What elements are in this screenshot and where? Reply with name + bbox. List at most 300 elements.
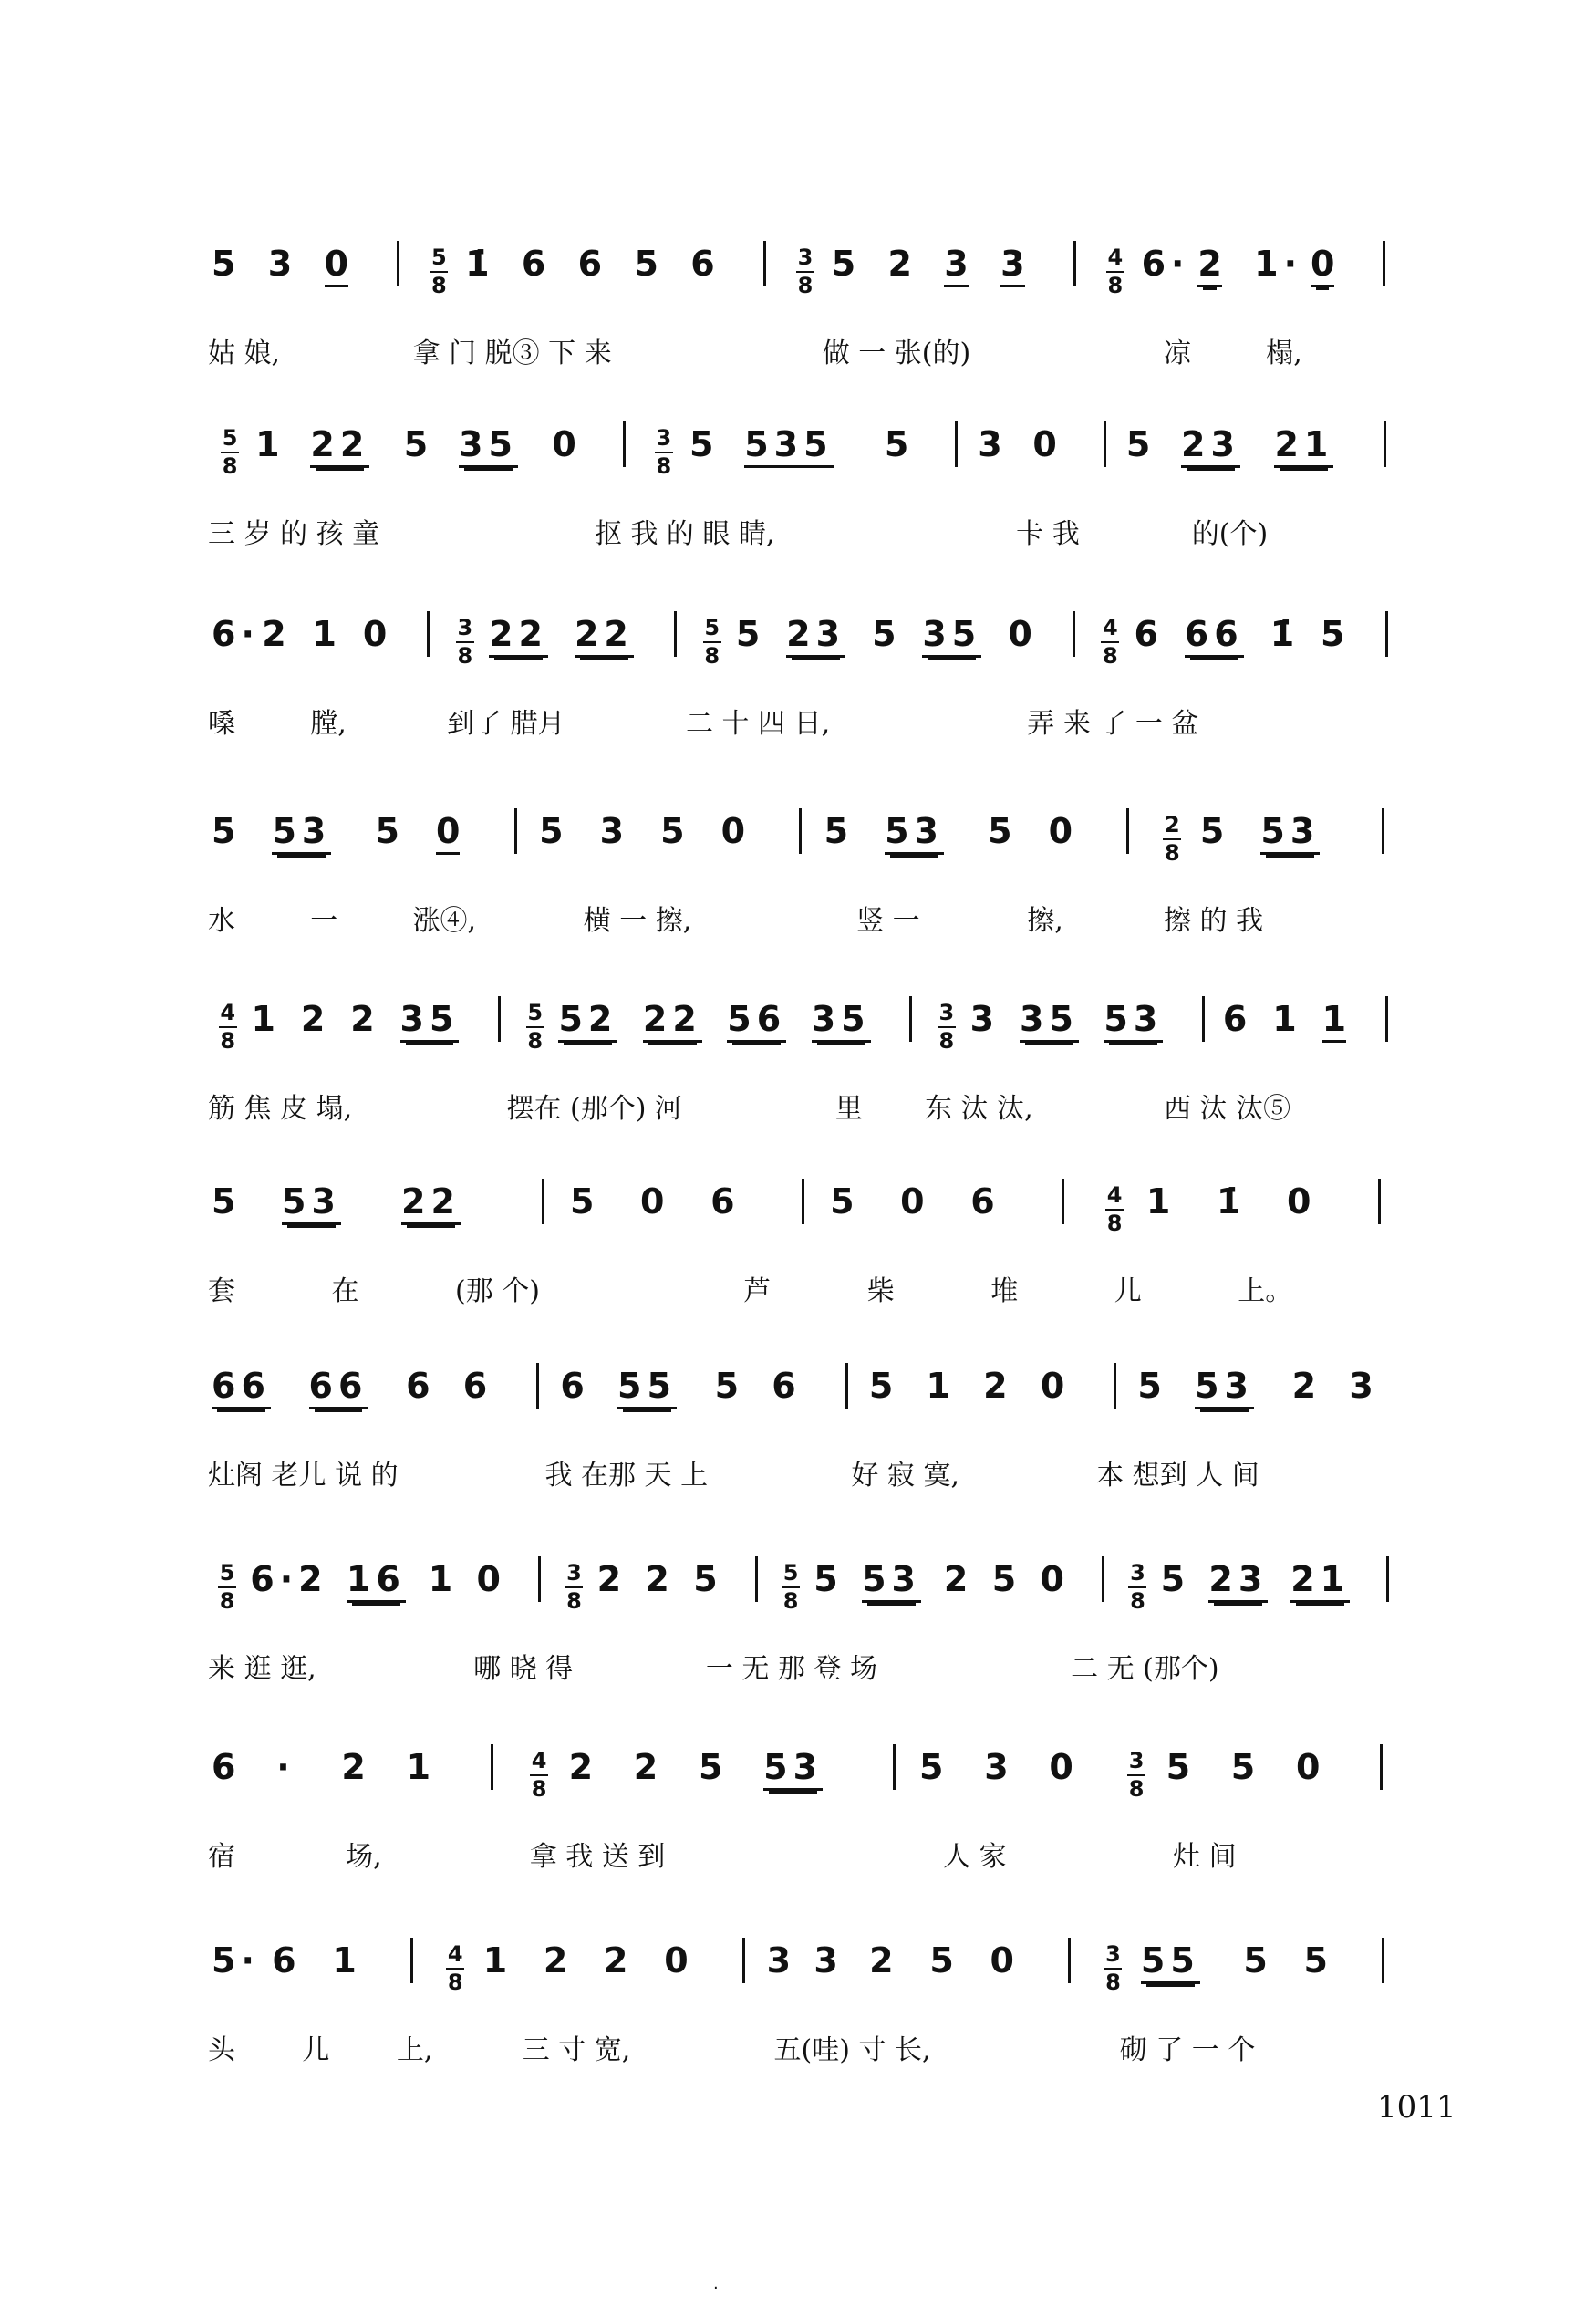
note: 0 xyxy=(1311,246,1334,287)
lyric-segment: 一 无 那 登 场 xyxy=(705,1653,877,1685)
note: 56 xyxy=(727,1002,786,1043)
note: 5 xyxy=(830,1181,855,1222)
score-system xyxy=(208,246,1435,429)
lyric-segment: 五(哇) 寸 长, xyxy=(773,2034,931,2066)
lyrics-line xyxy=(208,330,1435,385)
lyrics-line xyxy=(208,898,1435,952)
lyric-segment: 二 十 四 日, xyxy=(686,708,831,740)
time-signature-bottom: 8 xyxy=(219,1588,235,1614)
barline xyxy=(755,1556,758,1602)
note: 1̇ xyxy=(465,244,495,284)
time-signature-top: 5 xyxy=(430,244,447,270)
note: 5 xyxy=(1321,614,1345,654)
lyrics-line xyxy=(208,1086,1435,1140)
notation-line xyxy=(208,1181,1435,1268)
note: 5 xyxy=(735,614,761,654)
notation-line xyxy=(208,811,1435,898)
barline xyxy=(427,611,430,657)
barline xyxy=(1073,611,1075,657)
lyric-segment: 弄 来 了 一 盆 xyxy=(1027,708,1199,740)
score-system xyxy=(208,811,1435,996)
barline xyxy=(410,1938,413,1983)
lyric-segment: 人 家 xyxy=(943,1841,1007,1873)
barline xyxy=(1202,996,1205,1042)
lyric-segment: 一 xyxy=(310,905,338,937)
time-signature-top: 3 xyxy=(1105,1941,1121,1967)
lyric-segment: 的(个) xyxy=(1191,518,1269,550)
note: 5 xyxy=(693,1559,718,1599)
lyric-segment: 哪 晓 得 xyxy=(473,1653,574,1685)
note: 5 xyxy=(212,811,236,851)
notation-line xyxy=(208,614,1435,701)
time-signature-bottom: 8 xyxy=(1103,643,1118,669)
barline xyxy=(1385,996,1388,1042)
time-signature-bottom: 8 xyxy=(566,1588,582,1614)
time-signature-bottom: 8 xyxy=(220,1028,236,1054)
score-system xyxy=(208,1368,1435,1551)
note: 2 xyxy=(1291,1366,1317,1406)
barline xyxy=(397,241,399,286)
note: 35 xyxy=(1020,1002,1079,1043)
time-signature xyxy=(1105,246,1125,296)
note: 6 xyxy=(560,1366,585,1406)
note: 55 xyxy=(617,1368,677,1409)
time-signature xyxy=(529,1750,549,1800)
barline xyxy=(845,1363,848,1409)
note: 23 xyxy=(1208,1562,1268,1603)
notation-line xyxy=(208,424,1435,511)
time-signature-top: 3 xyxy=(938,1000,955,1025)
note: 5 xyxy=(714,1366,740,1406)
note: 5 xyxy=(884,424,909,464)
score-system xyxy=(208,1747,1435,1932)
note: 5 xyxy=(991,1559,1017,1599)
note: 6 xyxy=(462,1366,488,1406)
note: 0 xyxy=(552,424,576,464)
lyric-segment: 儿 xyxy=(1114,1275,1142,1307)
time-signature xyxy=(1103,1943,1123,1993)
note: 5 xyxy=(689,424,714,464)
lyric-segment: 拿 我 送 到 xyxy=(529,1841,666,1873)
note: 5 xyxy=(403,424,429,464)
note: 0 xyxy=(325,246,348,287)
note: 22 xyxy=(401,1184,461,1225)
note: 5 xyxy=(634,244,658,284)
note: 66 xyxy=(212,1368,271,1409)
note: 35 xyxy=(922,617,981,658)
time-signature-bottom: 8 xyxy=(1107,273,1124,298)
time-signature-bottom: 8 xyxy=(704,643,720,669)
lyric-segment: 来 逛 逛, xyxy=(208,1653,316,1685)
note: 6· xyxy=(212,614,260,654)
lyric-segment: 姑 娘, xyxy=(208,338,281,369)
note: 6 xyxy=(212,1747,236,1787)
score-system xyxy=(208,999,1435,1184)
lyric-segment: 三 寸 宽, xyxy=(522,2034,631,2066)
time-signature-bottom: 8 xyxy=(782,1588,799,1614)
time-signature-top: 4 xyxy=(1106,1182,1123,1208)
time-signature-bottom: 8 xyxy=(430,273,447,298)
note: 2 xyxy=(604,1940,628,1981)
note: 5 xyxy=(1303,1940,1328,1981)
score-system xyxy=(208,1181,1435,1367)
note: 3 xyxy=(984,1747,1009,1787)
note: 2 xyxy=(298,1559,323,1599)
lyric-segment: 宿 xyxy=(208,1841,235,1873)
note: 0 xyxy=(1040,1559,1064,1599)
note: 3 xyxy=(944,246,968,287)
note: 1 xyxy=(482,1940,508,1981)
barline xyxy=(1104,421,1106,467)
time-signature-bottom: 8 xyxy=(447,1970,463,1995)
lyric-segment: 堆 xyxy=(990,1275,1019,1307)
time-signature xyxy=(1126,1750,1146,1800)
time-signature xyxy=(795,246,815,296)
note: 55 xyxy=(1141,1943,1200,1984)
note: 6 xyxy=(970,1181,995,1222)
time-signature xyxy=(1162,814,1182,864)
note: 35 xyxy=(812,1002,871,1043)
lyric-segment: 在 xyxy=(331,1275,359,1307)
lyric-segment: 膛, xyxy=(310,708,347,740)
note: 52 xyxy=(558,1002,617,1043)
lyric-segment: 拿 门 脱③ 下 来 xyxy=(412,338,612,369)
note: 2 xyxy=(596,1559,622,1599)
note: 0 xyxy=(1287,1181,1311,1222)
time-signature-bottom: 8 xyxy=(938,1028,955,1054)
note: 1̇ xyxy=(1216,1181,1247,1222)
lyrics-line xyxy=(208,1834,1435,1888)
note: 0 xyxy=(1295,1747,1321,1787)
note: 5· xyxy=(212,1940,260,1981)
barline xyxy=(1382,1938,1384,1983)
note: 2 xyxy=(943,1559,969,1599)
barline xyxy=(1384,421,1386,467)
note: 0 xyxy=(990,1940,1014,1981)
note: 1 xyxy=(251,999,275,1039)
note: 6 xyxy=(1134,614,1158,654)
time-signature xyxy=(1104,1184,1124,1234)
note: 5 xyxy=(1243,1940,1268,1981)
note: 53 xyxy=(862,1562,921,1603)
note: 0 xyxy=(664,1940,689,1981)
time-signature-top: 4 xyxy=(220,1000,236,1025)
notation-line xyxy=(208,1747,1435,1834)
time-signature-bottom: 8 xyxy=(531,1776,547,1802)
time-signature-top: 5 xyxy=(782,1560,799,1586)
lyric-segment: 竖 一 xyxy=(856,905,920,937)
barline xyxy=(514,808,517,854)
note: 6 xyxy=(1222,999,1248,1039)
lyrics-line xyxy=(208,701,1435,755)
note: 3 xyxy=(1349,1366,1373,1406)
note: 1 xyxy=(1272,999,1297,1039)
time-signature-top: 3 xyxy=(797,244,814,270)
note: 5 xyxy=(872,614,896,654)
lyric-segment: 横 一 擦, xyxy=(583,905,692,937)
time-signature-top: 3 xyxy=(566,1560,582,1586)
note: 5 xyxy=(824,811,849,851)
time-signature xyxy=(220,427,240,477)
barline xyxy=(542,1179,544,1224)
note: 53 xyxy=(1195,1368,1254,1409)
note: 5 xyxy=(539,811,564,851)
barline xyxy=(955,421,958,467)
time-signature-top: 3 xyxy=(656,425,672,451)
note: 5 xyxy=(1230,1747,1256,1787)
note: 21 xyxy=(1290,1562,1350,1603)
note: 22 xyxy=(643,1002,702,1043)
note: 2 xyxy=(645,1559,669,1599)
lyric-segment: 二 无 (那个) xyxy=(1071,1653,1219,1685)
lyric-segment: 擦, xyxy=(1027,905,1063,937)
lyric-segment: 里 xyxy=(834,1093,863,1125)
note: 1· xyxy=(1254,244,1303,284)
note: 22 xyxy=(575,617,634,658)
lyric-segment: 套 xyxy=(208,1275,235,1307)
notation-line xyxy=(208,1559,1435,1646)
time-signature-top: 2 xyxy=(1164,812,1180,837)
barline xyxy=(893,1744,896,1790)
lyric-segment: 本 想到 人 间 xyxy=(1096,1460,1259,1492)
time-signature-bottom: 8 xyxy=(1164,840,1180,866)
lyric-segment: 上。 xyxy=(1238,1275,1293,1307)
note: 0 xyxy=(900,1181,925,1222)
lyric-segment: 东 汰 汰, xyxy=(925,1093,1033,1125)
note: 5 xyxy=(929,1940,954,1981)
note: 23 xyxy=(1181,427,1240,468)
time-signature-top: 5 xyxy=(527,1000,544,1025)
lyric-segment: 卡 我 xyxy=(1016,518,1080,550)
note: 53 xyxy=(282,1184,341,1225)
note: 3 xyxy=(599,811,625,851)
barline xyxy=(1068,1938,1071,1983)
note: 0 xyxy=(720,811,746,851)
time-signature-bottom: 8 xyxy=(457,643,473,669)
note: 1 xyxy=(312,614,337,654)
barline xyxy=(1383,241,1385,286)
note: 1 xyxy=(1145,1181,1171,1222)
time-signature-top: 4 xyxy=(447,1941,463,1967)
note: 5 xyxy=(919,1747,944,1787)
score-system xyxy=(208,424,1435,609)
barline xyxy=(1382,808,1384,854)
note: 0 xyxy=(436,814,460,855)
note: 2 xyxy=(633,1747,658,1787)
note: 3 xyxy=(1000,246,1024,287)
time-signature-bottom: 8 xyxy=(656,453,672,479)
note: 35 xyxy=(400,1002,460,1043)
lyric-segment: 涨④, xyxy=(412,905,477,937)
barline xyxy=(909,996,912,1042)
time-signature xyxy=(218,1002,238,1052)
lyric-segment: 柴 xyxy=(866,1275,895,1307)
note: 2 xyxy=(1197,246,1221,287)
lyric-segment: 西 汰 汰⑤ xyxy=(1164,1093,1291,1125)
note: 0 xyxy=(1008,614,1032,654)
barline xyxy=(623,421,626,467)
time-signature xyxy=(525,1002,545,1052)
note: 2 xyxy=(300,999,326,1039)
page-number: 1011 xyxy=(1377,2089,1456,2126)
barline xyxy=(538,1556,541,1602)
time-signature xyxy=(445,1943,465,1993)
note: 6· xyxy=(250,1559,299,1599)
lyric-segment: 抠 我 的 眼 睛, xyxy=(594,518,775,550)
lyric-segment: 场, xyxy=(346,1841,382,1873)
note: 22 xyxy=(310,427,369,468)
barline xyxy=(536,1363,539,1409)
note: 0 xyxy=(640,1181,665,1222)
note: 2 xyxy=(543,1940,568,1981)
note: 0 xyxy=(476,1559,501,1599)
time-signature-top: 3 xyxy=(1130,1560,1145,1586)
lyric-segment: 砌 了 一 个 xyxy=(1119,2034,1256,2066)
lyric-segment: 到了 腊月 xyxy=(447,708,565,740)
time-signature-bottom: 8 xyxy=(222,453,238,479)
note: 5 xyxy=(212,1181,236,1222)
note: 16 xyxy=(347,1562,406,1603)
notation-line xyxy=(208,246,1435,330)
footer-mark: · xyxy=(713,2279,719,2298)
note: 2 xyxy=(341,1747,366,1787)
lyric-segment: 水 xyxy=(208,905,235,937)
time-signature xyxy=(937,1002,957,1052)
lyric-segment: 嗓 xyxy=(208,708,235,740)
time-signature-top: 4 xyxy=(1107,244,1124,270)
note: 6 xyxy=(577,244,603,284)
lyrics-line xyxy=(208,511,1435,566)
lyric-segment: (那 个) xyxy=(455,1275,540,1307)
note: 0 xyxy=(362,614,388,654)
note: 0 xyxy=(1032,424,1057,464)
lyric-segment: 榻, xyxy=(1266,338,1302,369)
note: 6 xyxy=(406,1366,430,1406)
note: 6 xyxy=(521,244,546,284)
note: 5 xyxy=(814,1559,838,1599)
note: 5 xyxy=(988,811,1012,851)
lyric-segment: 芦 xyxy=(743,1275,772,1307)
time-signature-top: 4 xyxy=(1103,615,1118,640)
note: 1 xyxy=(1322,1002,1346,1043)
time-signature xyxy=(702,617,722,667)
note: 2 xyxy=(262,614,286,654)
lyric-segment: 上, xyxy=(396,2034,433,2066)
note: 5 xyxy=(1160,1559,1186,1599)
note: 5 xyxy=(570,1181,595,1222)
lyric-segment: 灶 间 xyxy=(1173,1841,1237,1873)
lyric-segment: 头 xyxy=(208,2034,235,2066)
note: 5 xyxy=(1125,424,1151,464)
time-signature xyxy=(1100,617,1120,667)
note: 3 xyxy=(978,424,1002,464)
notation-line xyxy=(208,999,1435,1086)
barline xyxy=(1385,611,1388,657)
time-signature-top: 4 xyxy=(531,1748,547,1773)
barline xyxy=(1062,1179,1064,1224)
note: 3 xyxy=(969,999,995,1039)
note: 2 xyxy=(350,999,375,1039)
note: 1 xyxy=(428,1559,453,1599)
notation-line xyxy=(208,1368,1435,1452)
time-signature-top: 5 xyxy=(219,1560,235,1586)
lyric-segment: 摆在 (那个) 河 xyxy=(506,1093,682,1125)
lyric-segment: 凉 xyxy=(1164,338,1191,369)
barline xyxy=(491,1744,493,1790)
note: 21 xyxy=(1274,427,1333,468)
note: 53 xyxy=(1260,814,1320,855)
time-signature-bottom: 8 xyxy=(1130,1588,1145,1614)
note: 5 xyxy=(698,1747,723,1787)
note: 1 xyxy=(332,1940,357,1981)
lyric-segment: 三 岁 的 孩 童 xyxy=(208,518,380,550)
lyrics-line xyxy=(208,1452,1435,1507)
time-signature xyxy=(781,1562,801,1612)
note: 6· xyxy=(1141,244,1190,284)
lyric-segment: 筋 焦 皮 塌, xyxy=(208,1093,353,1125)
lyric-segment: 做 一 张(的) xyxy=(822,338,971,369)
note: 2 xyxy=(983,1366,1008,1406)
note: 3 3 xyxy=(766,1940,844,1981)
note: 1̇ xyxy=(1270,614,1301,654)
note: 23 xyxy=(786,617,845,658)
note: 1 xyxy=(255,424,280,464)
time-signature-top: 5 xyxy=(222,425,238,451)
note: 0 xyxy=(1040,1366,1065,1406)
note: 6 xyxy=(772,1366,796,1406)
note: 0 xyxy=(1049,1747,1073,1787)
note: 53 xyxy=(763,1750,823,1791)
lyrics-line xyxy=(208,2027,1435,2082)
time-signature xyxy=(217,1562,237,1612)
time-signature-bottom: 8 xyxy=(797,273,814,298)
time-signature-top: 5 xyxy=(704,615,720,640)
lyrics-line xyxy=(208,1268,1435,1323)
note: 2 xyxy=(887,244,912,284)
note: 2 xyxy=(568,1747,594,1787)
time-signature-top: 3 xyxy=(1128,1748,1145,1773)
barline xyxy=(498,996,501,1042)
lyric-segment: 儿 xyxy=(302,2034,330,2066)
note: 5 xyxy=(660,811,685,851)
note: 5 xyxy=(1137,1366,1162,1406)
note: 0 xyxy=(1048,811,1073,851)
score-system xyxy=(208,614,1435,799)
score-system xyxy=(208,1559,1435,1744)
time-signature xyxy=(429,246,449,296)
time-signature-bottom: 8 xyxy=(1128,1776,1145,1802)
time-signature-bottom: 8 xyxy=(1106,1211,1123,1236)
barline xyxy=(1386,1556,1389,1602)
notation-line xyxy=(208,1940,1435,2027)
time-signature-bottom: 8 xyxy=(527,1028,544,1054)
note: 535 xyxy=(744,427,833,468)
note: 53 xyxy=(272,814,331,855)
barline xyxy=(799,808,802,854)
note: 3 xyxy=(267,244,293,284)
barline xyxy=(1380,1744,1383,1790)
note: 5 xyxy=(831,244,856,284)
barline xyxy=(1102,1556,1104,1602)
note: 5 xyxy=(212,244,236,284)
barline xyxy=(1073,241,1076,286)
note: 5 xyxy=(1166,1747,1191,1787)
note: 66 xyxy=(1185,617,1244,658)
note: 5 xyxy=(1199,811,1225,851)
note: 35 xyxy=(459,427,518,468)
barline xyxy=(742,1938,745,1983)
lyric-segment: 我 在那 天 上 xyxy=(544,1460,709,1492)
